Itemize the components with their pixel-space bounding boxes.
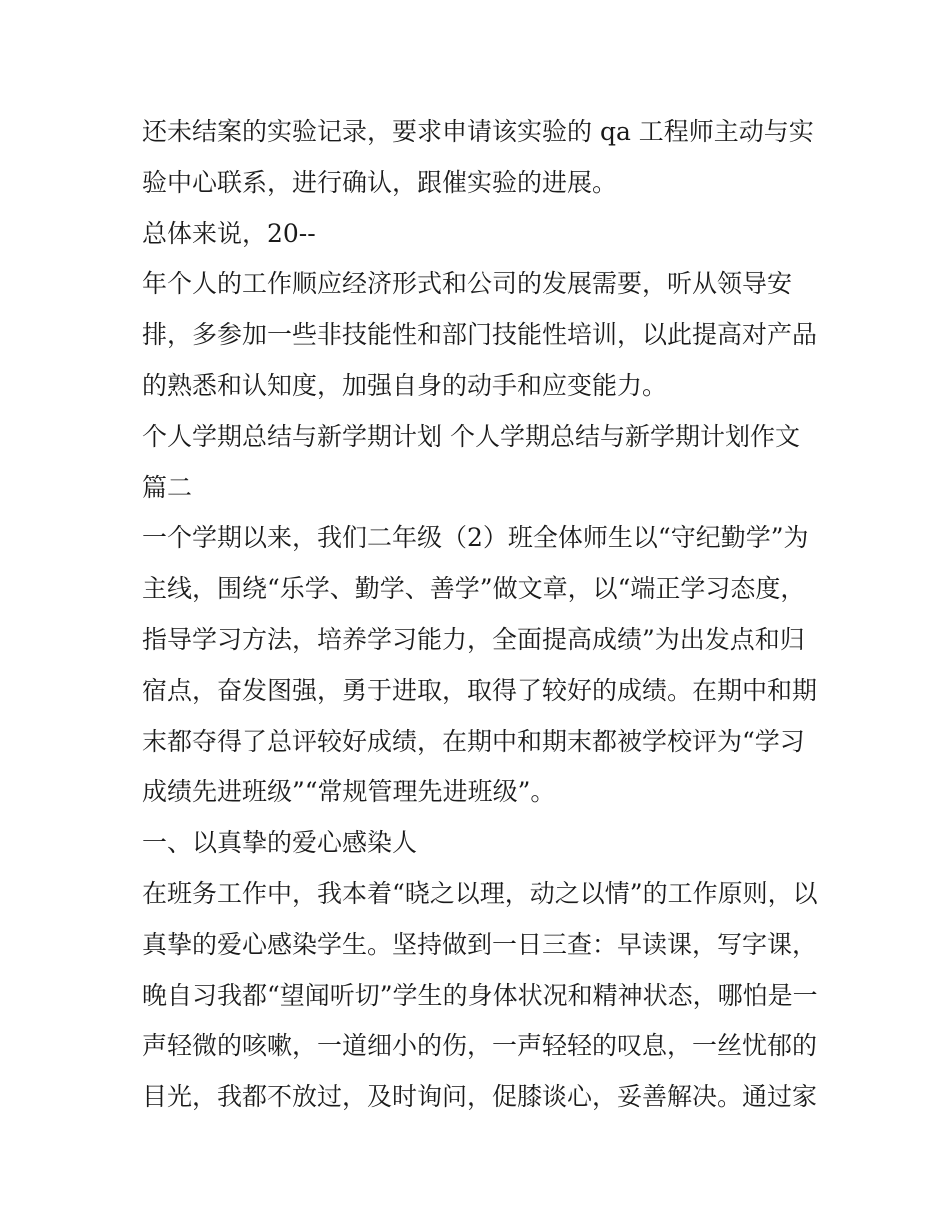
text-line: 真挚的爱心感染学生。坚持做到一日三查：早读课，写字课， bbox=[142, 929, 818, 959]
document-body bbox=[142, 107, 822, 1123]
text-line: 排，多参加一些非技能性和部门技能性培训，以此提高对产品 bbox=[142, 320, 818, 350]
text-line: 晚自习我都“望闻听切”学生的身体状况和精神状态，哪怕是一 bbox=[142, 980, 818, 1010]
section-heading: 篇二 bbox=[142, 472, 193, 502]
text-line: 还未结案的实验记录，要求申请该实验的 qa 工程师主动与实 bbox=[142, 117, 814, 146]
text-line: 成绩先进班级”“常规管理先进班级”。 bbox=[142, 777, 556, 807]
text-line: 验中心联系，进行确认，跟催实验的进展。 bbox=[142, 167, 618, 197]
text-line: 目光，我都不放过，及时询问，促膝谈心，妥善解决。通过家 bbox=[142, 1082, 818, 1112]
text-line: 年个人的工作顺应经济形式和公司的发展需要，听从领导安 bbox=[142, 269, 793, 299]
subsection-heading: 一、以真挚的爱心感染人 bbox=[142, 828, 418, 858]
text-line: 的熟悉和认知度，加强自身的动手和应变能力。 bbox=[142, 370, 668, 400]
text-line: 声轻微的咳嗽，一道细小的伤，一声轻轻的叹息，一丝忧郁的 bbox=[142, 1031, 818, 1061]
text-line: 总体来说，20-- bbox=[142, 218, 316, 248]
text-line: 宿点，奋发图强，勇于进取，取得了较好的成绩。在期中和期 bbox=[142, 675, 818, 705]
text-line: 在班务工作中，我本着“晓之以理，动之以情”的工作原则，以 bbox=[142, 878, 818, 908]
section-heading: 个人学期总结与新学期计划 个人学期总结与新学期计划作文 bbox=[142, 421, 800, 451]
text-line: 一个学期以来，我们二年级（2）班全体师生以“守纪勤学”为 bbox=[142, 523, 809, 553]
text-line: 末都夺得了总评较好成绩，在期中和期末都被学校评为“学习 bbox=[142, 726, 805, 756]
text-line: 主线，围绕“乐学、勤学、善学”做文章，以“端正学习态度， bbox=[142, 574, 806, 604]
text-line: 指导学习方法，培养学习能力，全面提高成绩”为出发点和归 bbox=[142, 624, 805, 654]
